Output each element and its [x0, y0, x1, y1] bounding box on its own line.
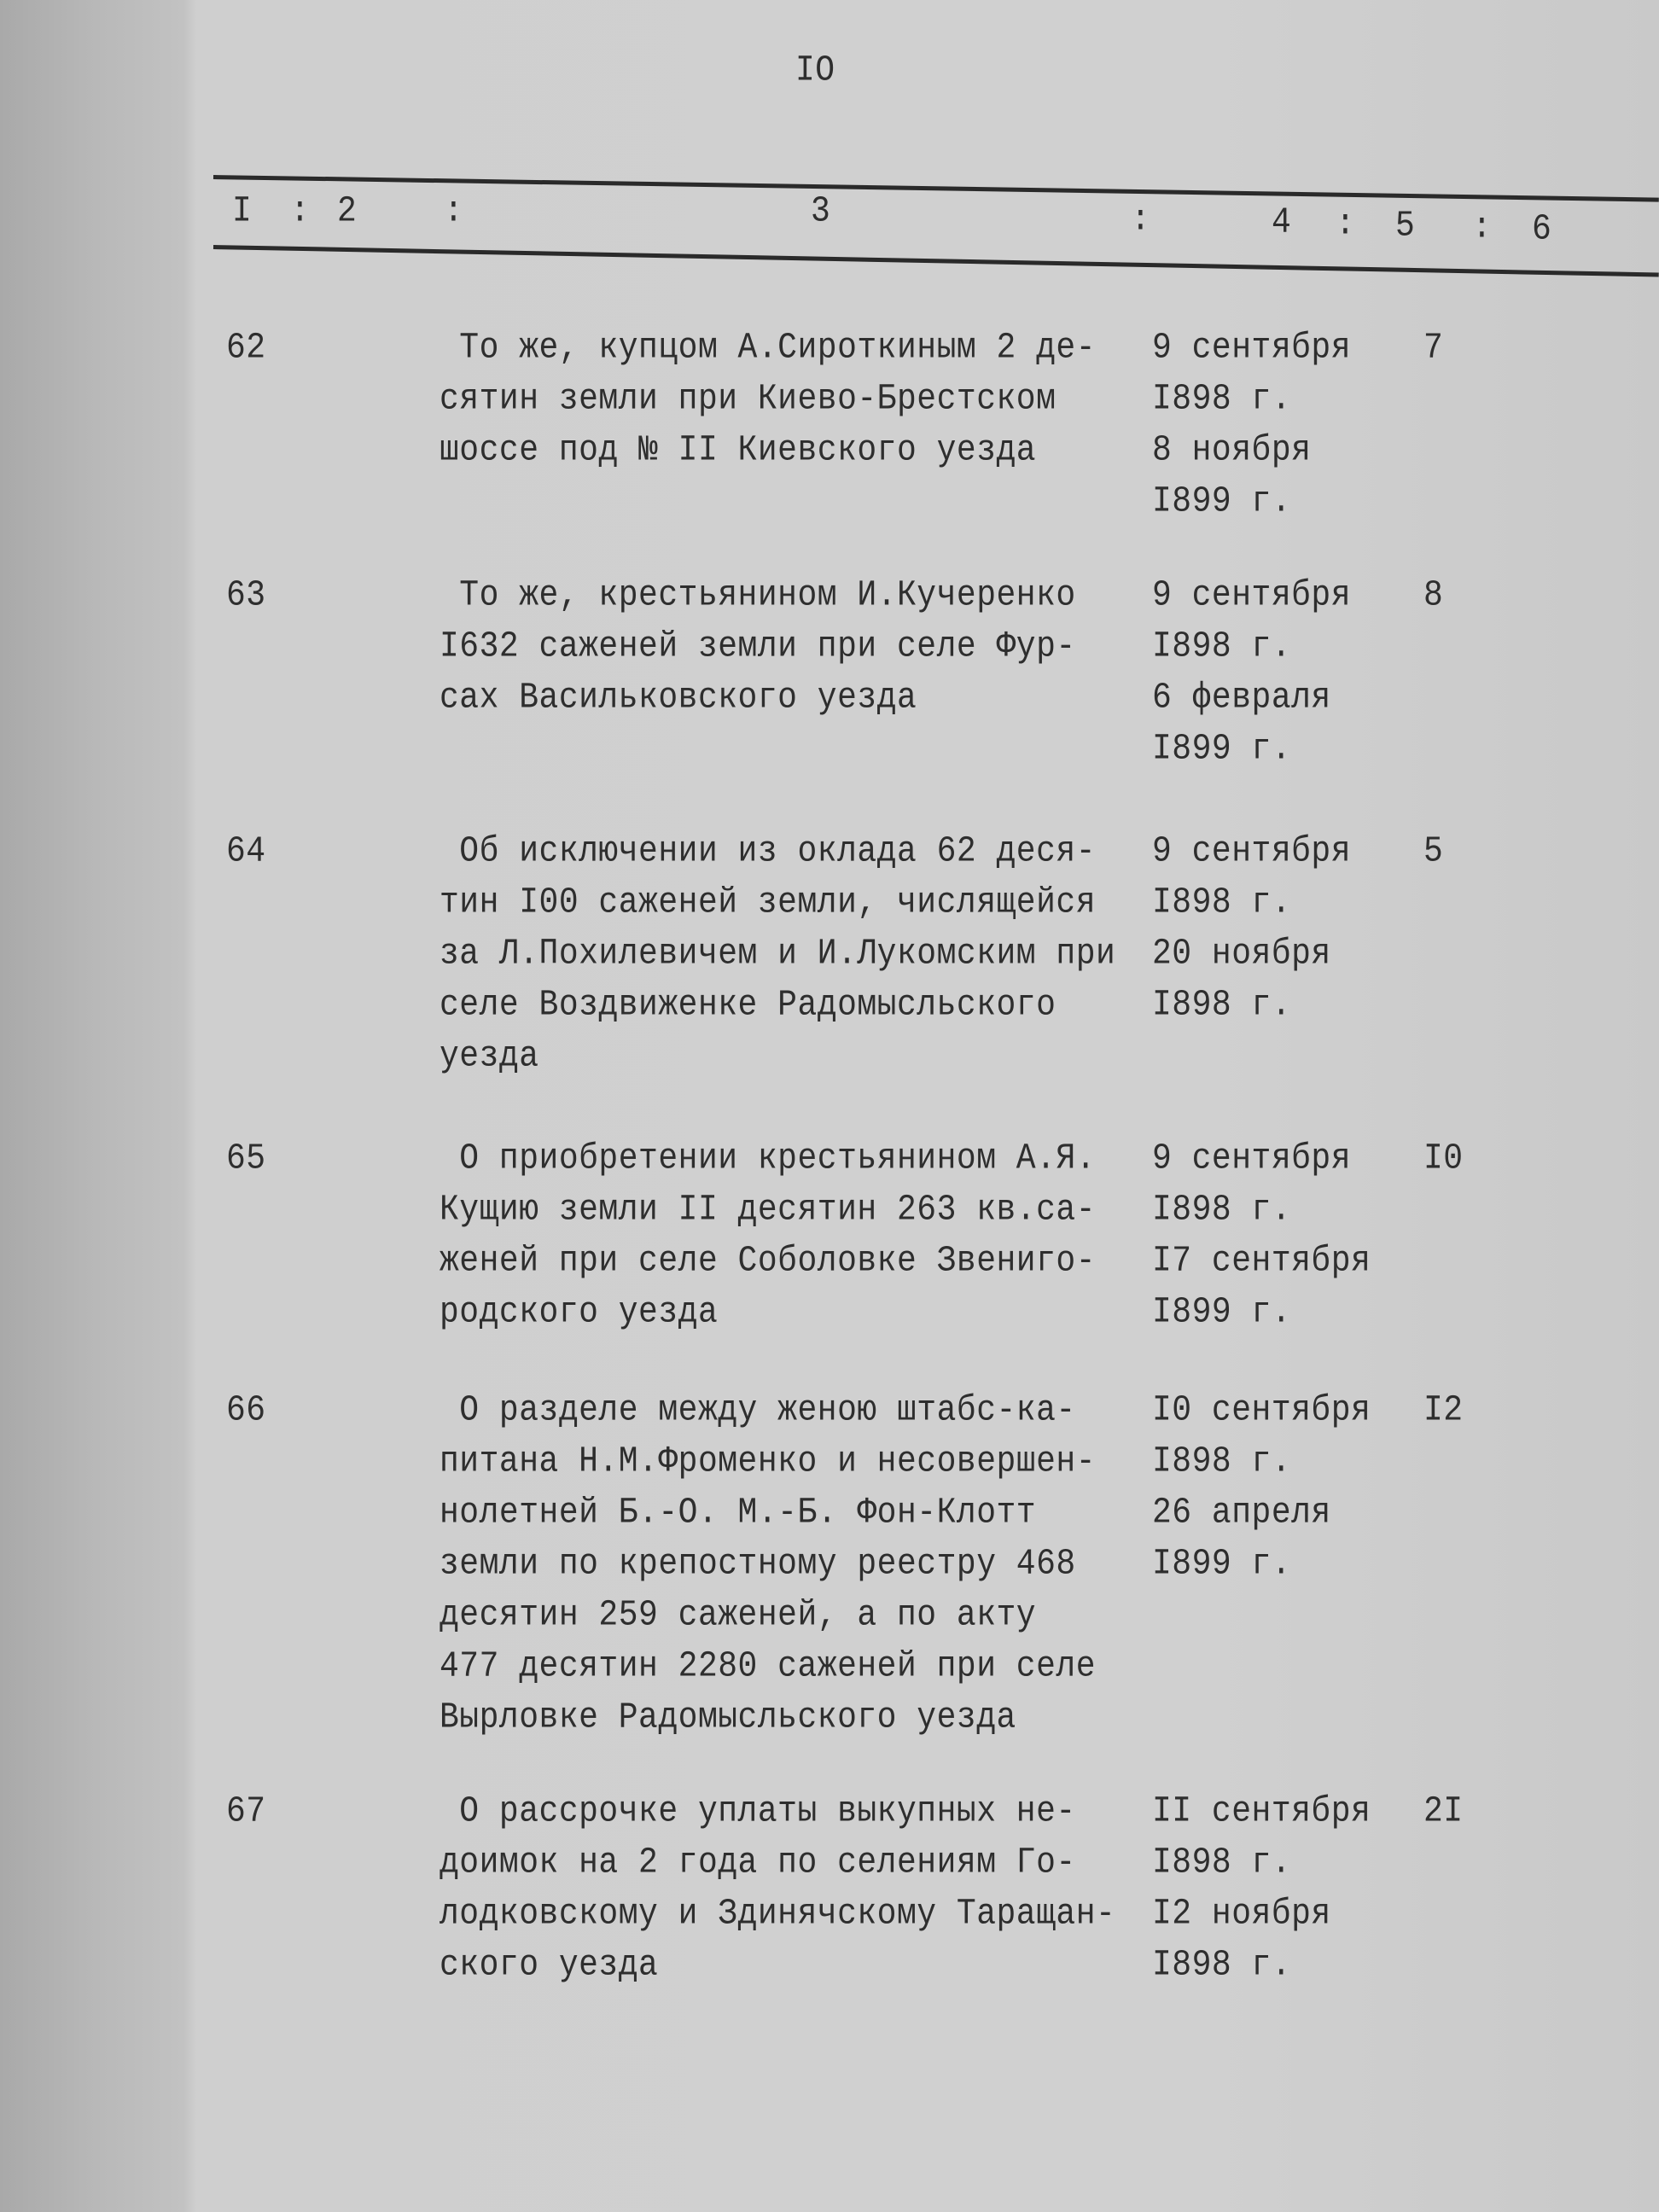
row-number: 67 — [226, 1790, 266, 1833]
description-line: земли по крепостному реестру 468 — [439, 1543, 1076, 1586]
header-col-6: 6 — [1532, 208, 1552, 251]
header-separator: : — [1472, 207, 1493, 249]
description-line: селе Воздвиженке Радомысльского — [439, 984, 1057, 1027]
header-col-4: 4 — [1272, 201, 1292, 244]
description-line: за Л.Похилевичем и И.Лукомским при — [439, 933, 1116, 975]
date-line: I898 г. — [1152, 882, 1292, 924]
table-header-top-rule — [213, 175, 1659, 202]
date-line: I0 сентября — [1152, 1389, 1371, 1432]
description-line: шоссе под № II Киевского уезда — [439, 429, 1037, 472]
header-col-2: 2 — [337, 190, 358, 233]
date-line: I899 г. — [1152, 1291, 1292, 1334]
table-header-bottom-rule — [213, 245, 1659, 277]
date-line: 26 апреля — [1152, 1492, 1331, 1534]
description-line: О приобретении крестьянином А.Я. — [439, 1138, 1097, 1180]
description-line: доимок на 2 года по селениям Го- — [439, 1842, 1076, 1884]
date-line: I2 ноября — [1152, 1893, 1331, 1936]
description-line: Об исключении из оклада 62 деся- — [439, 830, 1097, 873]
date-line: I898 г. — [1152, 1842, 1292, 1884]
header-separator: : — [1336, 203, 1356, 246]
row-number: 63 — [226, 574, 266, 617]
description-line: женей при селе Соболовке Звениго- — [439, 1240, 1097, 1283]
description-line: десятин 259 саженей, а по акту — [439, 1594, 1037, 1637]
description-line: I632 саженей земли при селе Фур- — [439, 626, 1076, 668]
date-line: II сентября — [1152, 1790, 1371, 1833]
description-line: Вырловке Радомысльского уезда — [439, 1697, 1016, 1739]
description-line: родского уезда — [439, 1291, 719, 1334]
header-col-3: 3 — [811, 190, 831, 233]
header-separator: : — [290, 190, 311, 233]
description-line: О разделе между женою штабс-ка- — [439, 1389, 1076, 1432]
row-number: 66 — [226, 1389, 266, 1432]
header-col-5: 5 — [1395, 205, 1416, 247]
date-line: 9 сентября — [1152, 574, 1352, 617]
description-line: Кущию земли II десятин 263 кв.са- — [439, 1189, 1097, 1231]
date-line: I898 г. — [1152, 626, 1292, 668]
description-line: тин I00 саженей земли, числящейся — [439, 882, 1097, 924]
date-line: I898 г. — [1152, 1441, 1292, 1483]
date-line: 9 сентября — [1152, 1138, 1352, 1180]
date-line: I7 сентября — [1152, 1240, 1371, 1283]
description-line: сятин земли при Киево-Брестском — [439, 378, 1057, 421]
row-number: 62 — [226, 327, 266, 370]
row-number: 65 — [226, 1138, 266, 1180]
date-line: I899 г. — [1152, 728, 1292, 771]
page-count: 8 — [1423, 574, 1444, 617]
date-line: 9 сентября — [1152, 327, 1352, 370]
header-separator: : — [444, 190, 464, 233]
date-line: I898 г. — [1152, 984, 1292, 1027]
page-count: 2I — [1423, 1790, 1464, 1833]
description-line: О рассрочке уплаты выкупных не- — [439, 1790, 1076, 1833]
date-line: I899 г. — [1152, 1543, 1292, 1586]
header-col-1: I — [232, 190, 253, 233]
description-line: нолетней Б.-О. М.-Б. Фон-Клотт — [439, 1492, 1037, 1534]
date-line: I898 г. — [1152, 1944, 1292, 1987]
page-count: I2 — [1423, 1389, 1464, 1432]
page-number: IO — [795, 49, 835, 92]
description-line: ского уезда — [439, 1944, 659, 1987]
date-line: 20 ноября — [1152, 933, 1331, 975]
description-line: питана Н.М.Фроменко и несовершен- — [439, 1441, 1097, 1483]
date-line: 6 февраля — [1152, 677, 1331, 719]
description-line: То же, крестьянином И.Кучеренко — [439, 574, 1076, 617]
date-line: I898 г. — [1152, 378, 1292, 421]
header-separator: : — [1131, 199, 1151, 242]
description-line: уезда — [439, 1035, 539, 1078]
page-count: 5 — [1423, 830, 1444, 873]
date-line: 8 ноября — [1152, 429, 1312, 472]
date-line: I898 г. — [1152, 1189, 1292, 1231]
date-line: I899 г. — [1152, 480, 1292, 523]
description-line: 477 десятин 2280 саженей при селе — [439, 1645, 1097, 1688]
row-number: 64 — [226, 830, 266, 873]
page-count: I0 — [1423, 1138, 1464, 1180]
description-line: лодковскому и Здинячскому Таращан- — [439, 1893, 1116, 1936]
page-count: 7 — [1423, 327, 1444, 370]
date-line: 9 сентября — [1152, 830, 1352, 873]
description-line: сах Васильковского уезда — [439, 677, 917, 719]
description-line: То же, купцом А.Сироткиным 2 де- — [439, 327, 1097, 370]
